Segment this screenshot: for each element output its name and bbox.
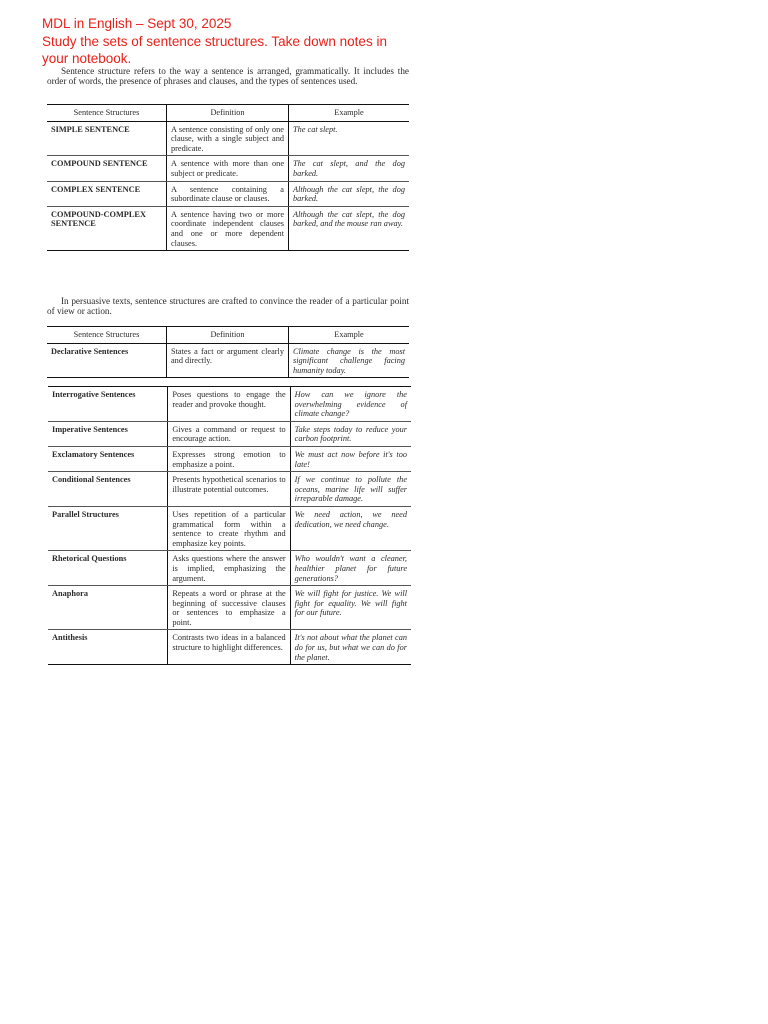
structure-name: COMPLEX SENTENCE xyxy=(47,181,167,206)
persuasive-structures-continued-table xyxy=(48,386,411,665)
structure-name: Interrogative Sentences xyxy=(48,387,168,422)
structure-name: Conditional Sentences xyxy=(48,472,168,507)
structure-example: Climate change is the most significant challenge facing humanity today. xyxy=(289,343,410,378)
column-header-structures: Sentence Structures xyxy=(47,327,167,344)
structure-example: It's not about what the planet can do for us, but what we can do for the planet. xyxy=(290,630,411,665)
structure-definition: Presents hypothetical scenarios to illustrate potential outcomes. xyxy=(168,472,290,507)
structure-definition: Repeats a word or phrase at the beginning of successive clauses or sentences to emphasize a point. xyxy=(168,586,290,630)
structure-name: Rhetorical Questions xyxy=(48,551,168,586)
structure-name: COMPOUND-COMPLEX SENTENCE xyxy=(51,209,146,229)
structure-example: Who wouldn't want a cleaner, healthier planet for future generations? xyxy=(290,551,411,586)
table-row xyxy=(47,206,409,250)
column-header-definition: Definition xyxy=(167,105,289,122)
intro-paragraph: Sentence structure refers to the way a sentence is arranged, grammatically. It includes the order of words, the presence of phrases and clauses, and the types of sentences used. xyxy=(47,66,409,87)
column-header-structures: Sentence Structures xyxy=(47,105,167,122)
persuasive-structures-table xyxy=(47,326,409,378)
table-row xyxy=(47,181,409,206)
structure-name: Anaphora xyxy=(48,586,168,630)
structure-example: The cat slept, and the dog barked. xyxy=(289,156,410,181)
table-row xyxy=(48,387,411,422)
structure-name: Imperative Sentences xyxy=(48,421,168,446)
structure-example: Although the cat slept, the dog barked. xyxy=(289,181,410,206)
structure-name: Parallel Structures xyxy=(48,506,168,550)
table-row xyxy=(48,551,411,586)
structure-definition: States a fact or argument clearly and directly. xyxy=(167,343,289,378)
structure-example: Although the cat slept, the dog barked, and the mouse ran away. xyxy=(289,206,410,250)
structure-name: COMPOUND SENTENCE xyxy=(47,156,167,181)
structure-example: We must act now before it's too late! xyxy=(290,446,411,471)
table-row xyxy=(48,586,411,630)
structure-definition: A sentence with more than one subject or predicate. xyxy=(167,156,289,181)
structure-definition: A sentence having two or more coordinate independent clauses and one or more dependent clauses. xyxy=(167,206,289,250)
table-row xyxy=(48,506,411,550)
table-row xyxy=(48,472,411,507)
structure-example: Take steps today to reduce your carbon footprint. xyxy=(290,421,411,446)
structure-example: We need action, we need dedication, we need change. xyxy=(290,506,411,550)
table-header-row xyxy=(47,105,409,122)
structure-definition: A sentence consisting of only one clause, with a single subject and predicate. xyxy=(167,121,289,156)
table-row xyxy=(48,421,411,446)
assignment-instruction: Study the sets of sentence structures. Take down notes in your notebook. xyxy=(42,34,387,66)
persuasive-paragraph: In persuasive texts, sentence structures are crafted to convince the reader of a particular point of view or action. xyxy=(47,296,409,317)
table-row xyxy=(47,156,409,181)
assignment-title: MDL in English – Sept 30, 2025 xyxy=(42,16,232,31)
structure-example: We will fight for justice. We will fight for equality. We will fight for our future. xyxy=(290,586,411,630)
structure-name: Declarative Sentences xyxy=(51,346,129,356)
structure-example: If we continue to pollute the oceans, marine life will suffer irreparable damage. xyxy=(290,472,411,507)
structure-example: How can we ignore the overwhelming evidence of climate change? xyxy=(290,387,411,422)
structure-definition: Asks questions where the answer is implied, emphasizing the argument. xyxy=(168,551,290,586)
table-row xyxy=(47,343,409,378)
structure-definition: Expresses strong emotion to emphasize a point. xyxy=(168,446,290,471)
column-header-example: Example xyxy=(289,327,410,344)
table-row xyxy=(47,121,409,156)
table-row xyxy=(48,630,411,665)
structure-example: The cat slept. xyxy=(289,121,410,156)
table-header-row xyxy=(47,327,409,344)
column-header-definition: Definition xyxy=(167,327,289,344)
structure-definition: Uses repetition of a particular grammatical form within a sentence to create rhythm and emphasize key points. xyxy=(168,506,290,550)
structure-name: Exclamatory Sentences xyxy=(48,446,168,471)
structure-name: Antithesis xyxy=(52,633,88,643)
structure-definition: Gives a command or request to encourage action. xyxy=(168,421,290,446)
table-row xyxy=(48,446,411,471)
structure-definition: Contrasts two ideas in a balanced structure to highlight differences. xyxy=(168,630,290,665)
structure-definition: A sentence containing a subordinate clause or clauses. xyxy=(167,181,289,206)
structure-name: SIMPLE SENTENCE xyxy=(47,121,167,156)
structure-definition: Poses questions to engage the reader and provoke thought. xyxy=(168,387,290,422)
sentence-structures-table xyxy=(47,104,409,251)
column-header-example: Example xyxy=(289,105,410,122)
